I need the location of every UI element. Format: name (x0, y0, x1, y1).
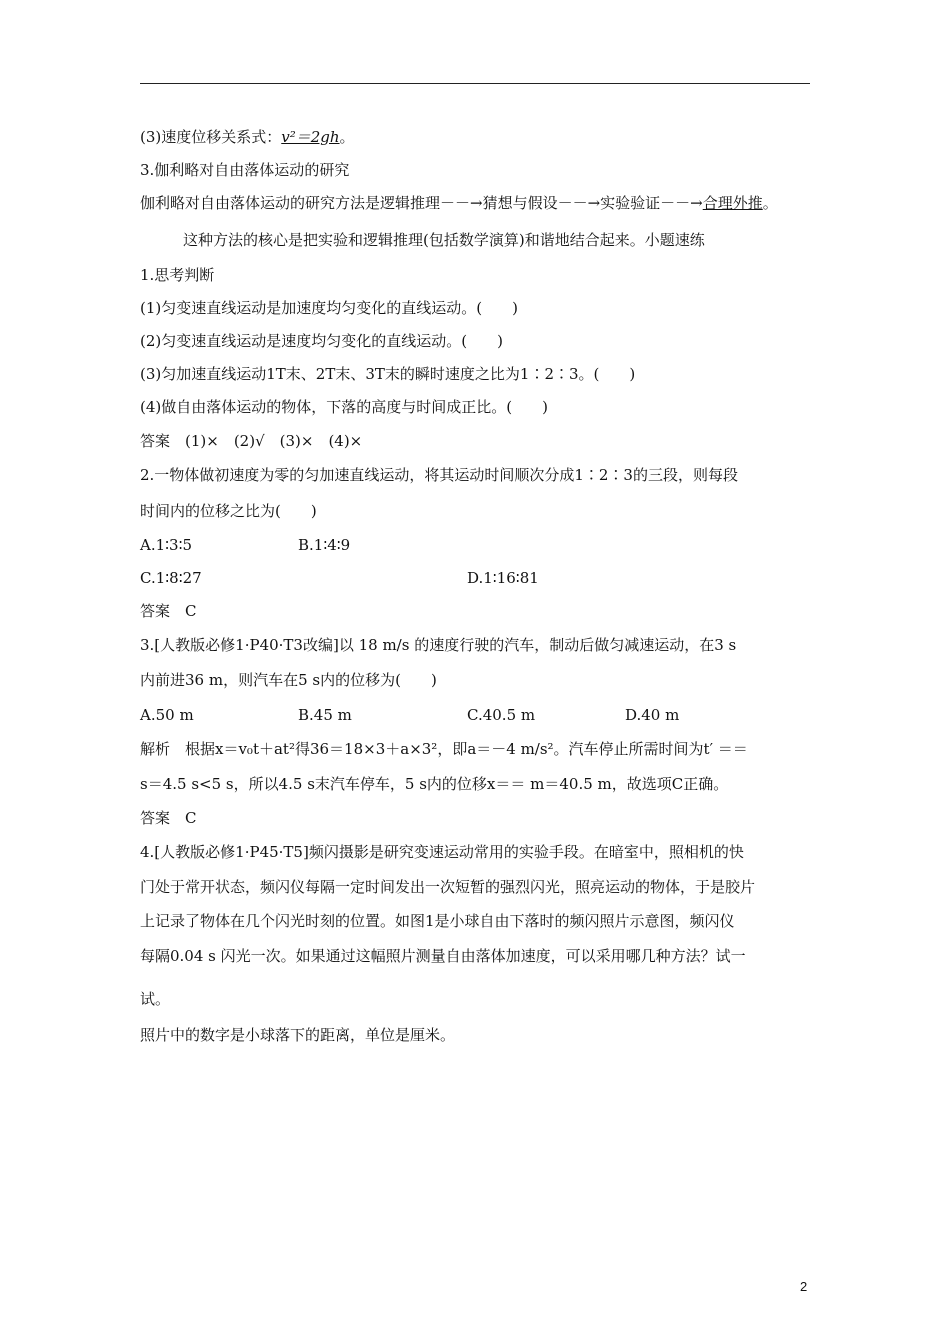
q1-title: 1.思考判断 (140, 266, 215, 284)
q2-option-b: B.1∶4∶9 (298, 536, 351, 554)
velocity-displacement-line (140, 126, 355, 148)
s3-end: 。 (339, 128, 355, 146)
q2-stem-2: 时间内的位移之比为( ) (140, 502, 317, 520)
q4-line-3: 上记录了物体在几个闪光时刻的位置。如图1是小球自由下落时的频闪照片示意图，频闪仪 (140, 912, 735, 930)
q3-option-b: B.45 m (298, 706, 352, 724)
galileo-core: 这种方法的核心是把实验和逻辑推理(包括数学演算)和谐地结合起来。小题速练 (183, 231, 705, 249)
q3-analysis-1: 解析 根据x＝v₀t＋at²得36＝18×3＋a×3²，即a＝－4 m/s²。汽车停止所需时间为t′ ＝＝ (140, 740, 748, 758)
q2-stem-1: 2.一物体做初速度为零的匀加速直线运动，将其运动时间顺次分成1∶2∶3的三段，则每段 (140, 466, 738, 484)
page-number: 2 (800, 1279, 808, 1294)
q4-line-6: 照片中的数字是小球落下的距离，单位是厘米。 (140, 1026, 456, 1044)
q3-answer: 答案 C (140, 809, 197, 827)
q1-item-2: (2)匀变速直线运动是速度均匀变化的直线运动。( ) (140, 332, 503, 350)
s3-formula: v²＝2gh (281, 128, 340, 146)
q1-answer: 答案 (1)× (2)√ (3)× (4)× (140, 432, 363, 450)
q4-line-4: 每隔0.04 s 闪光一次。如果通过这幅照片测量自由落体加速度，可以采用哪几种方法？试一 (140, 947, 746, 965)
q4-line-2: 门处于常开状态，频闪仪每隔一定时间发出一次短暂的强烈闪光，照亮运动的物体，于是胶片 (140, 878, 756, 896)
galileo-method-prefix: 伽利略对自由落体运动的研究方法是逻辑推理－－→猜想与假设－－→实验验证－－→ (140, 194, 703, 212)
q4-line-5: 试。 (140, 990, 171, 1008)
q3-option-a: A.50 m (140, 706, 194, 724)
q1-item-3: (3)匀加速直线运动1T末、2T末、3T末的瞬时速度之比为1∶2∶3。( ) (140, 365, 636, 383)
q4-line-1: 4.[人教版必修1·P45·T5]频闪摄影是研究变速运动常用的实验手段。在暗室中，照相机的快 (140, 843, 744, 861)
galileo-method-underlined: 合理外推 (702, 194, 763, 212)
galileo-title: 3.伽利略对自由落体运动的研究 (140, 161, 350, 179)
galileo-method (140, 192, 778, 214)
q1-item-4: (4)做自由落体运动的物体，下落的高度与时间成正比。( ) (140, 398, 548, 416)
q2-answer: 答案 C (140, 602, 197, 620)
q3-stem-2: 内前进36 m，则汽车在5 s内的位移为( ) (140, 671, 437, 689)
q2-option-d: D.1∶16∶81 (467, 569, 539, 587)
q3-option-c: C.40.5 m (467, 706, 536, 724)
q1-item-1: (1)匀变速直线运动是加速度均匀变化的直线运动。( ) (140, 299, 518, 317)
galileo-method-end: 。 (762, 194, 778, 212)
q2-option-c: C.1∶8∶27 (140, 569, 202, 587)
q3-option-d: D.40 m (625, 706, 680, 724)
q3-analysis-2: s＝4.5 s<5 s，所以4.5 s末汽车停车，5 s内的位移x＝＝ m＝40.5 m，故选项C正确。 (140, 775, 729, 793)
q2-option-a: A.1∶3∶5 (140, 536, 193, 554)
q3-stem-1: 3.[人教版必修1·P40·T3改编]以 18 m/s 的速度行驶的汽车，制动后做匀减速运动，在3 s (140, 636, 737, 654)
s3-prefix: (3)速度位移关系式： (140, 128, 282, 146)
header-rule (140, 83, 810, 84)
